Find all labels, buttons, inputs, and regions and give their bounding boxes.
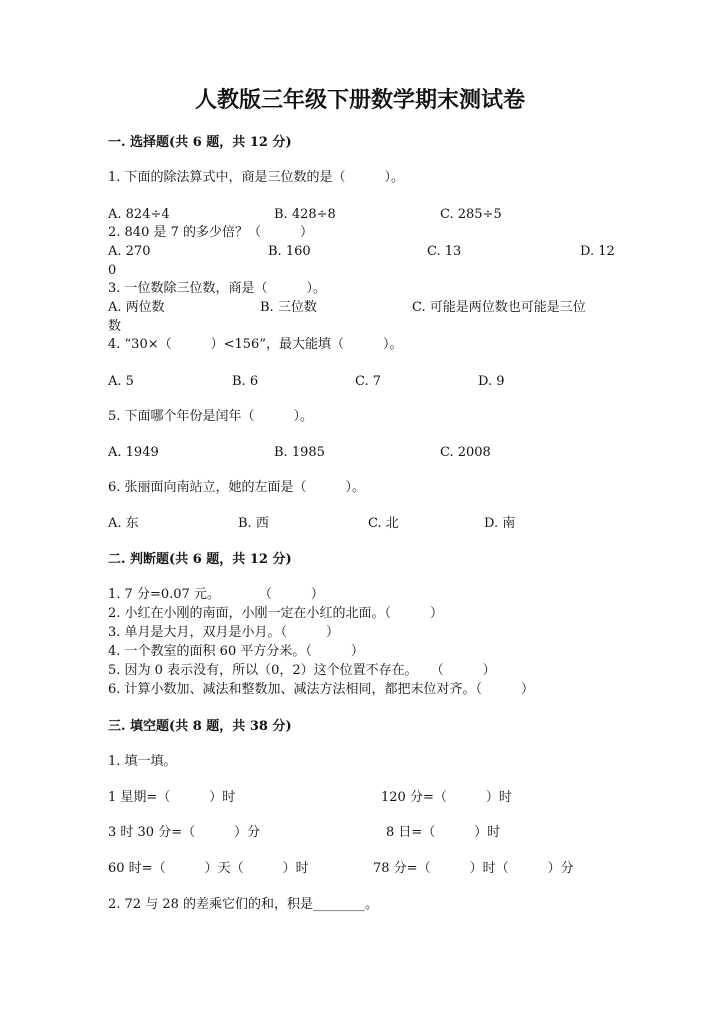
option-b: B. 西 [238,516,269,531]
option-c: C. 13 [427,244,462,259]
question-stem: 6. 张丽面向南站立，她的左面是（ ）。 [108,480,366,495]
question-stem: 5. 下面哪个年份是闰年（ ）。 [108,409,314,424]
option-a: A. 270 [108,244,151,259]
section-header-fill: 三. 填空题(共 8 题，共 38 分) [108,719,292,734]
question-stem: 2. 72 与 28 的差乘它们的和，积是________。 [108,897,379,912]
question-stem: 4. “30×（ ）<156”，最大能填（ ）。 [108,337,403,352]
fill-item: 3 时 30 分=（ ）分 [108,825,261,840]
section-header-judgment: 二. 判断题(共 6 题，共 12 分) [108,552,292,567]
fill-item: 8 日=（ ）时 [386,825,501,840]
option-c: C. 可能是两位数也可能是三位 [412,300,586,315]
option-a: A. 1949 [108,445,159,460]
fill-item: 1 星期=（ ）时 [108,790,236,805]
option-a: A. 两位数 [108,300,165,315]
question-stem: 1. 下面的除法算式中，商是三位数的是（ ）。 [108,170,405,185]
option-d-wrap: 0 [108,263,117,278]
question-stem: 1. 填一填。 [108,754,177,769]
option-a: A. 5 [108,374,134,389]
page-title: 人教版三年级下册数学期末测试卷 [194,87,525,113]
option-a: A. 824÷4 [108,207,170,222]
option-c: C. 7 [355,374,382,389]
option-d: D. 9 [478,374,505,389]
section-header-choice: 一. 选择题(共 6 题，共 12 分) [108,135,292,150]
option-a: A. 东 [108,516,139,531]
fill-item: 60 时=（ ）天（ ）时 [108,861,309,876]
option-d: D. 南 [484,516,516,531]
option-b: B. 160 [268,244,311,259]
option-b: B. 三位数 [260,300,317,315]
option-d: D. 12 [580,244,615,259]
question-stem: 2. 840 是 7 的多少倍？（ ） [108,225,314,240]
option-c: C. 2008 [440,445,491,460]
option-c: C. 北 [368,516,399,531]
option-c: C. 285÷5 [440,207,502,222]
judgment-item: 3. 单月是大月，双月是小月。（ ） [108,625,340,640]
judgment-item: 4. 一个教室的面积 60 平方分米。（ ） [108,644,364,659]
judgment-item: 2. 小红在小刚的南面，小刚一定在小红的北面。（ ） [108,606,444,621]
option-b: B. 6 [232,374,259,389]
judgment-item: 6. 计算小数加、减法和整数加、减法方法相同，都把末位对齐。（ ） [108,682,535,697]
option-c-wrap: 数 [108,319,122,334]
question-stem: 3. 一位数除三位数，商是（ ）。 [108,281,327,296]
option-b: B. 1985 [274,445,325,460]
fill-item: 120 分=（ ）时 [381,790,512,805]
option-b: B. 428÷8 [274,207,336,222]
judgment-item: 1. 7 分=0.07 元。 （ ） [108,587,324,602]
fill-item: 78 分=（ ）时（ ）分 [373,861,574,876]
judgment-item: 5. 因为 0 表示没有，所以（0，2）这个位置不存在。 （ ） [108,663,496,678]
